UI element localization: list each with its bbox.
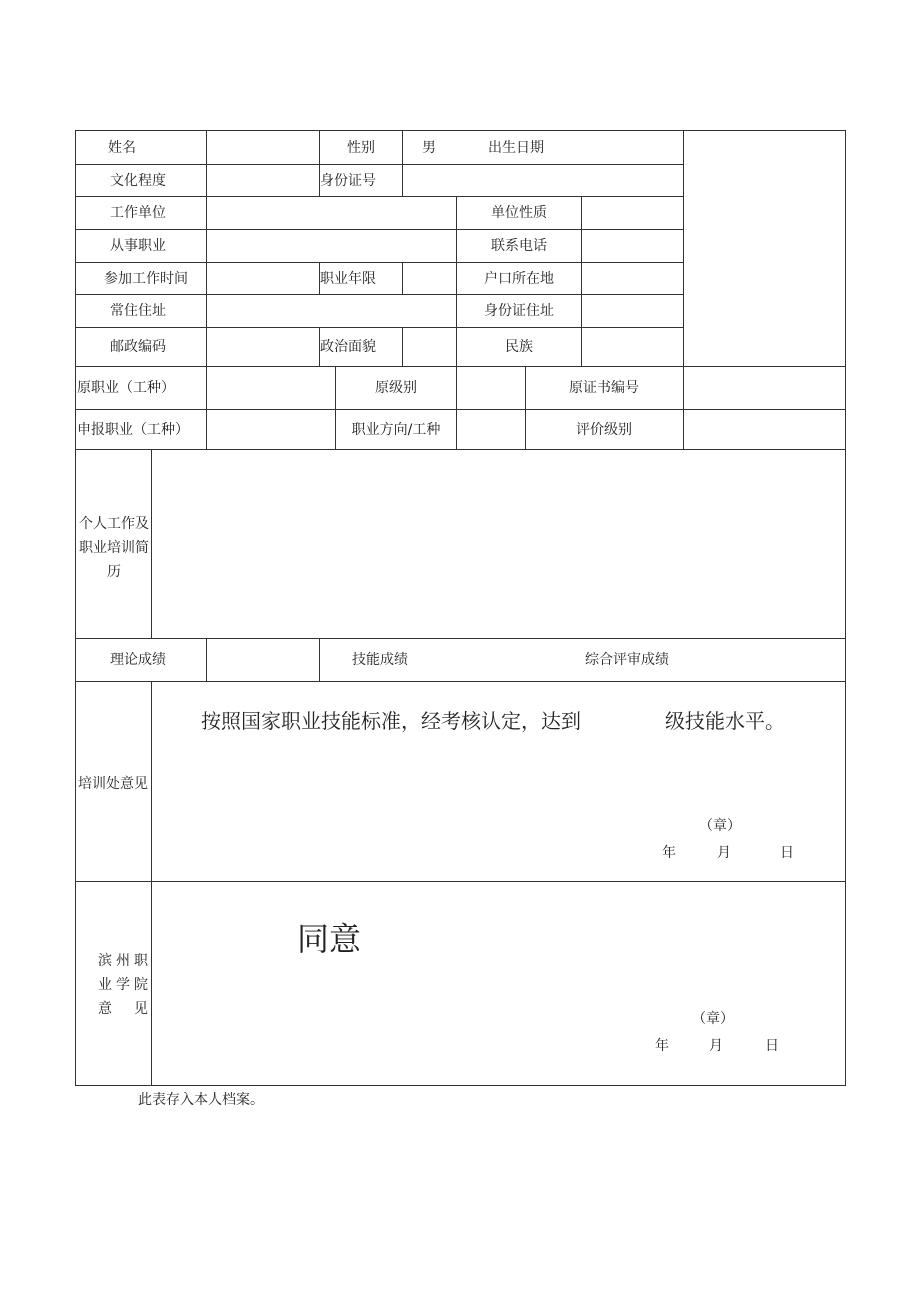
label-work-start: 参加工作时间 <box>104 271 188 287</box>
training-month: 月 <box>717 845 731 861</box>
training-statement: 按照国家职业技能标准，经考核认定，达到 <box>201 709 581 733</box>
col-line <box>525 366 526 449</box>
row-line <box>76 196 684 197</box>
col-line <box>206 638 207 681</box>
label-postcode: 邮政编码 <box>110 339 166 355</box>
label-birth-date: 出生日期 <box>488 140 544 156</box>
label-political: 政治面貌 <box>320 339 376 355</box>
label-overall-score: 综合评审成绩 <box>585 652 669 668</box>
label-gender: 性别 <box>347 140 375 156</box>
registration-form <box>75 130 846 1086</box>
row-line <box>76 294 684 295</box>
label-id-number: 身份证号 <box>320 173 376 189</box>
label-employer: 工作单位 <box>110 205 166 221</box>
row-line <box>76 327 684 328</box>
college-month: 月 <box>709 1038 723 1054</box>
col-line <box>151 681 152 1086</box>
row-line <box>76 164 684 165</box>
label-orig-occupation: 原职业（工种） <box>77 380 175 396</box>
row-line <box>76 366 845 367</box>
col-line <box>402 262 403 294</box>
col-line <box>456 366 457 449</box>
col-line <box>335 366 336 449</box>
label-training-opinion: 培训处意见 <box>78 776 148 792</box>
row-line <box>76 881 845 882</box>
row-line <box>76 229 684 230</box>
row-line <box>76 262 684 263</box>
col-line <box>402 327 403 366</box>
college-decision: 同意 <box>297 920 362 958</box>
label-years: 职业年限 <box>320 271 376 287</box>
label-address: 常住住址 <box>110 303 166 319</box>
label-hukou: 户口所在地 <box>484 271 554 287</box>
label-occupation: 从事职业 <box>110 238 166 254</box>
label-orig-cert: 原证书编号 <box>569 380 639 396</box>
col-line <box>206 131 207 449</box>
label-resume: 个人工作及职业培训简历 <box>79 516 149 580</box>
label-apply-occupation: 申报职业（工种） <box>77 422 189 438</box>
label-direction: 职业方向/工种 <box>351 422 441 438</box>
college-seal: （章） <box>692 1011 734 1027</box>
row-line <box>76 638 845 639</box>
col-line <box>319 638 320 681</box>
col-line <box>581 196 582 366</box>
gender-value: 男 <box>422 140 436 156</box>
training-statement-level: 级技能水平。 <box>665 709 785 733</box>
label-ethnicity: 民族 <box>505 339 533 355</box>
label-eval-level: 评价级别 <box>576 422 632 438</box>
col-line <box>151 449 152 638</box>
row-line <box>76 409 845 410</box>
row-line <box>76 681 845 682</box>
college-day: 日 <box>765 1038 779 1054</box>
training-day: 日 <box>780 845 794 861</box>
label-employer-type: 单位性质 <box>491 205 547 221</box>
label-skill-score: 技能成绩 <box>352 652 408 668</box>
training-seal: （章） <box>699 818 741 834</box>
label-id-address: 身份证住址 <box>484 303 554 319</box>
label-education: 文化程度 <box>110 173 166 189</box>
col-line <box>456 196 457 366</box>
label-phone: 联系电话 <box>491 238 547 254</box>
training-year: 年 <box>662 845 676 861</box>
col-line <box>683 131 684 449</box>
col-line <box>402 131 403 196</box>
label-theory-score: 理论成绩 <box>110 652 166 668</box>
row-line <box>76 449 845 450</box>
label-orig-level: 原级别 <box>375 380 417 396</box>
label-name: 姓名 <box>108 140 136 156</box>
college-year: 年 <box>655 1038 669 1054</box>
label-college-opinion: 滨州职业学院意见 <box>98 953 148 1017</box>
footer-note: 此表存入本人档案。 <box>138 1092 264 1108</box>
